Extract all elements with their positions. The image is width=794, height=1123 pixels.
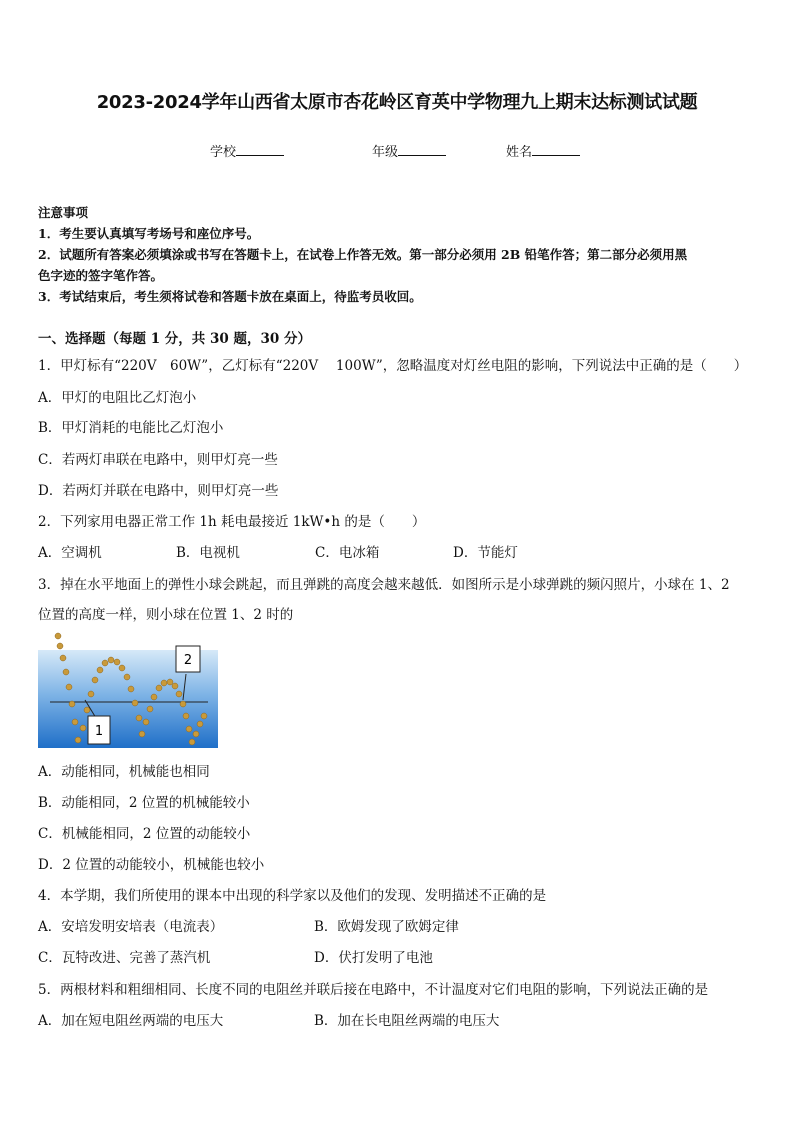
school-blank [236, 143, 284, 156]
q5-stem: 5．两根材料和粗细相同、长度不同的电阻丝并联后接在电路中，不计温度对它们电阻的影响，下列说法正确的是 [38, 982, 709, 998]
name-blank [532, 143, 580, 156]
q1-option-c: C．若两灯串联在电路中，则甲灯亮一些 [38, 452, 278, 468]
q3-option-d: D．2 位置的动能较小，机械能也较小 [38, 857, 265, 873]
notice-item: 3．考试结束后，考生须将试卷和答题卡放在桌面上，待监考员收回。 [38, 289, 422, 304]
q3-option-a: A．动能相同，机械能也相同 [38, 764, 210, 780]
q3-stem-line1: 3．掉在水平地面上的弹性小球会跳起，而且弹跳的高度会越来越低．如图所示是小球弹跳的频闪照片，小球在 1、2 [38, 577, 730, 593]
school-field [210, 141, 284, 160]
q4-option-b: B．欧姆发现了欧姆定律 [314, 919, 459, 935]
bouncing-ball-figure [38, 632, 218, 748]
school-label: 学校 [210, 145, 237, 160]
q5-option-b: B．加在长电阻丝两端的电压大 [314, 1013, 500, 1029]
notice-item: 色字迹的签字笔作答。 [38, 268, 164, 283]
q3-option-b: B．动能相同，2 位置的机械能较小 [38, 795, 250, 811]
q1-option-b: B．甲灯消耗的电能比乙灯泡小 [38, 420, 224, 436]
name-label: 姓名 [506, 145, 533, 160]
q2-option-b: B．电视机 [176, 545, 240, 561]
q4-stem: 4．本学期，我们所使用的课本中出现的科学家以及他们的发现、发明描述不正确的是 [38, 888, 547, 904]
q2-option-d: D．节能灯 [453, 545, 518, 561]
q2-option-c: C．电冰箱 [315, 545, 380, 561]
q1-option-a: A．甲灯的电阻比乙灯泡小 [38, 390, 197, 406]
q2-stem: 2．下列家用电器正常工作 1h 耗电最接近 1kW•h 的是（ ） [38, 514, 426, 530]
q3-option-c: C．机械能相同，2 位置的动能较小 [38, 826, 251, 842]
q4-option-a: A．安培发明安培表（电流表） [38, 919, 224, 935]
grade-blank [398, 143, 446, 156]
q3-stem-line2: 位置的高度一样，则小球在位置 1、2 时的 [38, 607, 294, 623]
notice-heading: 注意事项 [38, 205, 89, 220]
q2-option-a: A．空调机 [38, 545, 102, 561]
grade-label: 年级 [372, 145, 399, 160]
notice-item: 1．考生要认真填写考场号和座位序号。 [38, 226, 260, 241]
q1-option-d: D．若两灯并联在电路中，则甲灯亮一些 [38, 483, 279, 499]
section-heading: 一、选择题（每题 1 分，共 30 题，30 分） [38, 331, 311, 347]
position-label-2: 2 [183, 653, 193, 668]
notice-item: 2．试题所有答案必须填涂或书写在答题卡上，在试卷上作答无效。第一部分必须用 2B 铅笔作答；第二部分必须用黑 [38, 247, 688, 262]
exam-title: 2023-2024学年山西省太原市杏花岭区育英中学物理九上期末达标测试试题 [96, 92, 698, 113]
q4-option-c: C．瓦特改进、完善了蒸汽机 [38, 950, 211, 966]
bouncing-ball-photo [38, 632, 218, 748]
q5-option-a: A．加在短电阻丝两端的电压大 [38, 1013, 224, 1029]
position-label-1: 1 [94, 724, 104, 739]
grade-field [372, 141, 446, 160]
q4-option-d: D．伏打发明了电池 [314, 950, 433, 966]
name-field [506, 141, 580, 160]
q1-stem: 1．甲灯标有“220V 60W”，乙灯标有“220V 100W”，忽略温度对灯丝电阻的影响，下列说法中正确的是（ ） [38, 358, 748, 374]
